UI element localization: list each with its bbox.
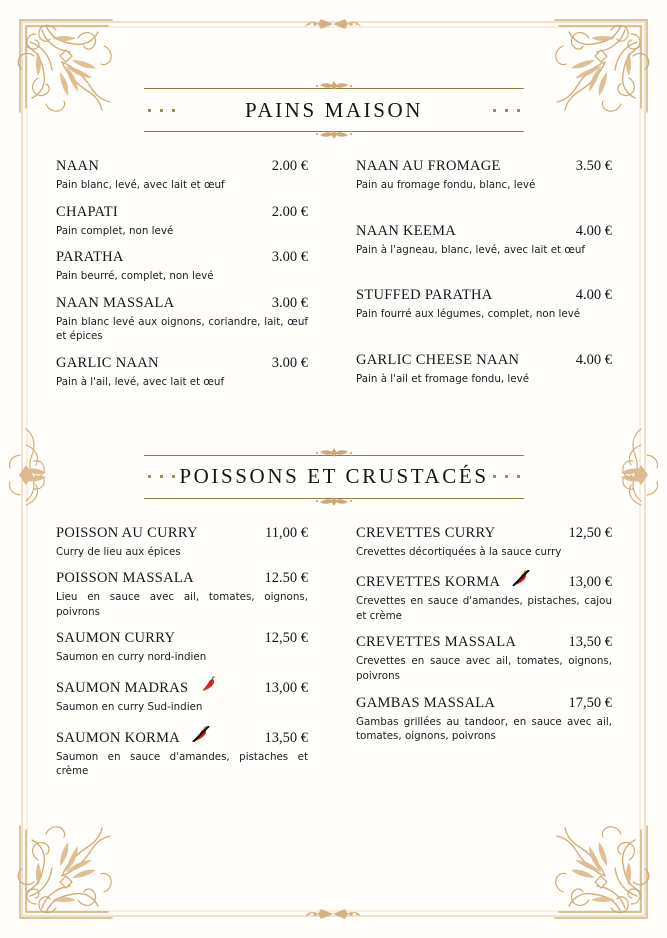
menu-item[interactable]: [356, 158, 612, 193]
item-price: 4.00 €: [575, 222, 612, 239]
item-price: 12,50 €: [264, 630, 308, 647]
section-title: POISSONS ET CRUSTACÉS: [179, 464, 489, 489]
section-title: PAINS MAISON: [244, 97, 424, 122]
item-description: Pain au fromage fondu, blanc, levé: [356, 179, 536, 191]
item-description: Saumon en curry nord-indien: [56, 651, 207, 664]
item-description: Curry de lieu aux épices: [56, 545, 181, 558]
chili-crossed-out-icon: [510, 570, 532, 586]
item-price: 3.00 €: [271, 249, 308, 266]
item-price: 3.00 €: [271, 355, 308, 372]
column-right: [334, 525, 612, 790]
column-left: [56, 158, 334, 401]
section-header: [144, 455, 524, 499]
item-description: Pain beurré, complet, non levé: [56, 270, 214, 283]
menu-item[interactable]: [56, 570, 308, 619]
section-pains-maison: [56, 88, 612, 401]
crown-ornament-top: [311, 447, 357, 457]
item-name: SAUMON CURRY: [56, 630, 176, 647]
item-price: 13,00 €: [568, 574, 612, 591]
item-name: POISSON AU CURRY: [56, 524, 198, 541]
column-right: [334, 158, 612, 401]
item-name: SAUMON MADRAS: [56, 680, 189, 697]
item-description: Crevettes en sauce d'amandes, pistaches, cajou et crème: [356, 595, 612, 622]
menu-columns: [56, 158, 612, 401]
item-name: NAAN MASSALA: [56, 294, 175, 311]
crown-ornament-bottom: [311, 497, 357, 507]
header-dots-left: [148, 109, 175, 112]
item-name: CREVETTES CURRY: [356, 524, 496, 541]
item-price: 3.00 €: [271, 294, 308, 311]
item-description: Lieu en sauce avec ail, tomates, oignons, poivrons: [56, 591, 308, 618]
chili-crossed-out-icon: [190, 726, 212, 742]
menu-item[interactable]: [56, 630, 308, 665]
item-description: Crevettes en sauce avec ail, tomates, oignons, poivrons: [356, 655, 612, 683]
item-price: 13,00 €: [264, 680, 308, 697]
item-name: CREVETTES MASSALA: [356, 634, 517, 651]
item-name: STUFFED PARATHA: [356, 287, 493, 304]
menu-item[interactable]: [356, 695, 612, 744]
menu-item[interactable]: [356, 570, 612, 623]
menu-item[interactable]: [356, 223, 612, 258]
item-name: PARATHA: [56, 249, 124, 266]
item-price: 13,50 €: [568, 634, 612, 651]
item-name: SAUMON KORMA: [56, 729, 181, 746]
item-price: 12.50 €: [264, 570, 308, 587]
menu-item[interactable]: [56, 295, 308, 344]
item-name: NAAN KEEMA: [356, 222, 457, 239]
item-description: Pain blanc levé aux oignons, coriandre, lait, œuf et épices: [56, 315, 308, 343]
item-price: 2.00 €: [271, 203, 308, 220]
menu-item[interactable]: [56, 726, 308, 779]
item-description: Saumon en curry Sud-indien: [56, 701, 203, 714]
crown-ornament-bottom: [311, 130, 357, 140]
item-description: Saumon en sauce d'amandes, pistaches et crème: [56, 750, 308, 778]
header-dots-left: [148, 475, 175, 478]
item-name: CHAPATI: [56, 203, 118, 220]
menu-item[interactable]: [56, 676, 308, 715]
item-name: GAMBAS MASSALA: [356, 694, 496, 711]
item-price: 11,00 €: [265, 524, 308, 541]
header-dots-right: [493, 109, 520, 112]
item-description: Pain blanc, levé, avec lait et œuf: [56, 179, 225, 191]
menu-item[interactable]: [356, 352, 612, 387]
item-name: POISSON MASSALA: [56, 570, 194, 587]
item-description: Pain à l'agneau, blanc, levé, avec lait et œuf: [356, 243, 586, 256]
item-name: CREVETTES KORMA: [356, 574, 501, 591]
menu-item[interactable]: [56, 249, 308, 284]
menu-columns: [56, 525, 612, 790]
item-name: NAAN AU FROMAGE: [356, 158, 501, 174]
menu-item[interactable]: [56, 204, 308, 239]
crown-ornament-top: [311, 80, 357, 90]
item-description: Pain à l'ail, levé, avec lait et œuf: [56, 376, 225, 389]
item-price: 13,50 €: [264, 729, 308, 746]
column-left: [56, 525, 334, 790]
menu-item[interactable]: [56, 158, 308, 193]
menu-item[interactable]: [356, 634, 612, 683]
header-dots-right: [493, 475, 520, 478]
item-price: 4.00 €: [575, 351, 612, 368]
menu-content: [56, 88, 612, 790]
menu-item[interactable]: [356, 525, 612, 560]
item-price: 4.00 €: [575, 287, 612, 304]
item-description: Pain fourré aux légumes, complet, non levé: [356, 308, 581, 321]
chili-icon: [198, 676, 220, 692]
item-price: 12,50 €: [568, 524, 612, 541]
item-name: NAAN: [56, 158, 100, 174]
menu-item[interactable]: [56, 525, 308, 560]
section-poissons-et-crustaces: [56, 455, 612, 790]
item-description: Crevettes décortiquées à la sauce curry: [356, 545, 562, 558]
section-header: [144, 88, 524, 132]
item-description: Pain complet, non levé: [56, 224, 174, 237]
item-name: GARLIC CHEESE NAAN: [356, 351, 520, 368]
menu-item[interactable]: [356, 287, 612, 322]
item-name: GARLIC NAAN: [56, 355, 159, 372]
item-price: 2.00 €: [271, 158, 308, 174]
item-description: Pain à l'ail et fromage fondu, levé: [356, 372, 530, 385]
menu-item[interactable]: [56, 355, 308, 390]
item-description: Gambas grillées au tandoor, en sauce avec ail, tomates, oignons, poivrons: [356, 715, 612, 743]
item-price: 17,50 €: [568, 694, 612, 711]
item-price: 3.50 €: [575, 158, 612, 174]
